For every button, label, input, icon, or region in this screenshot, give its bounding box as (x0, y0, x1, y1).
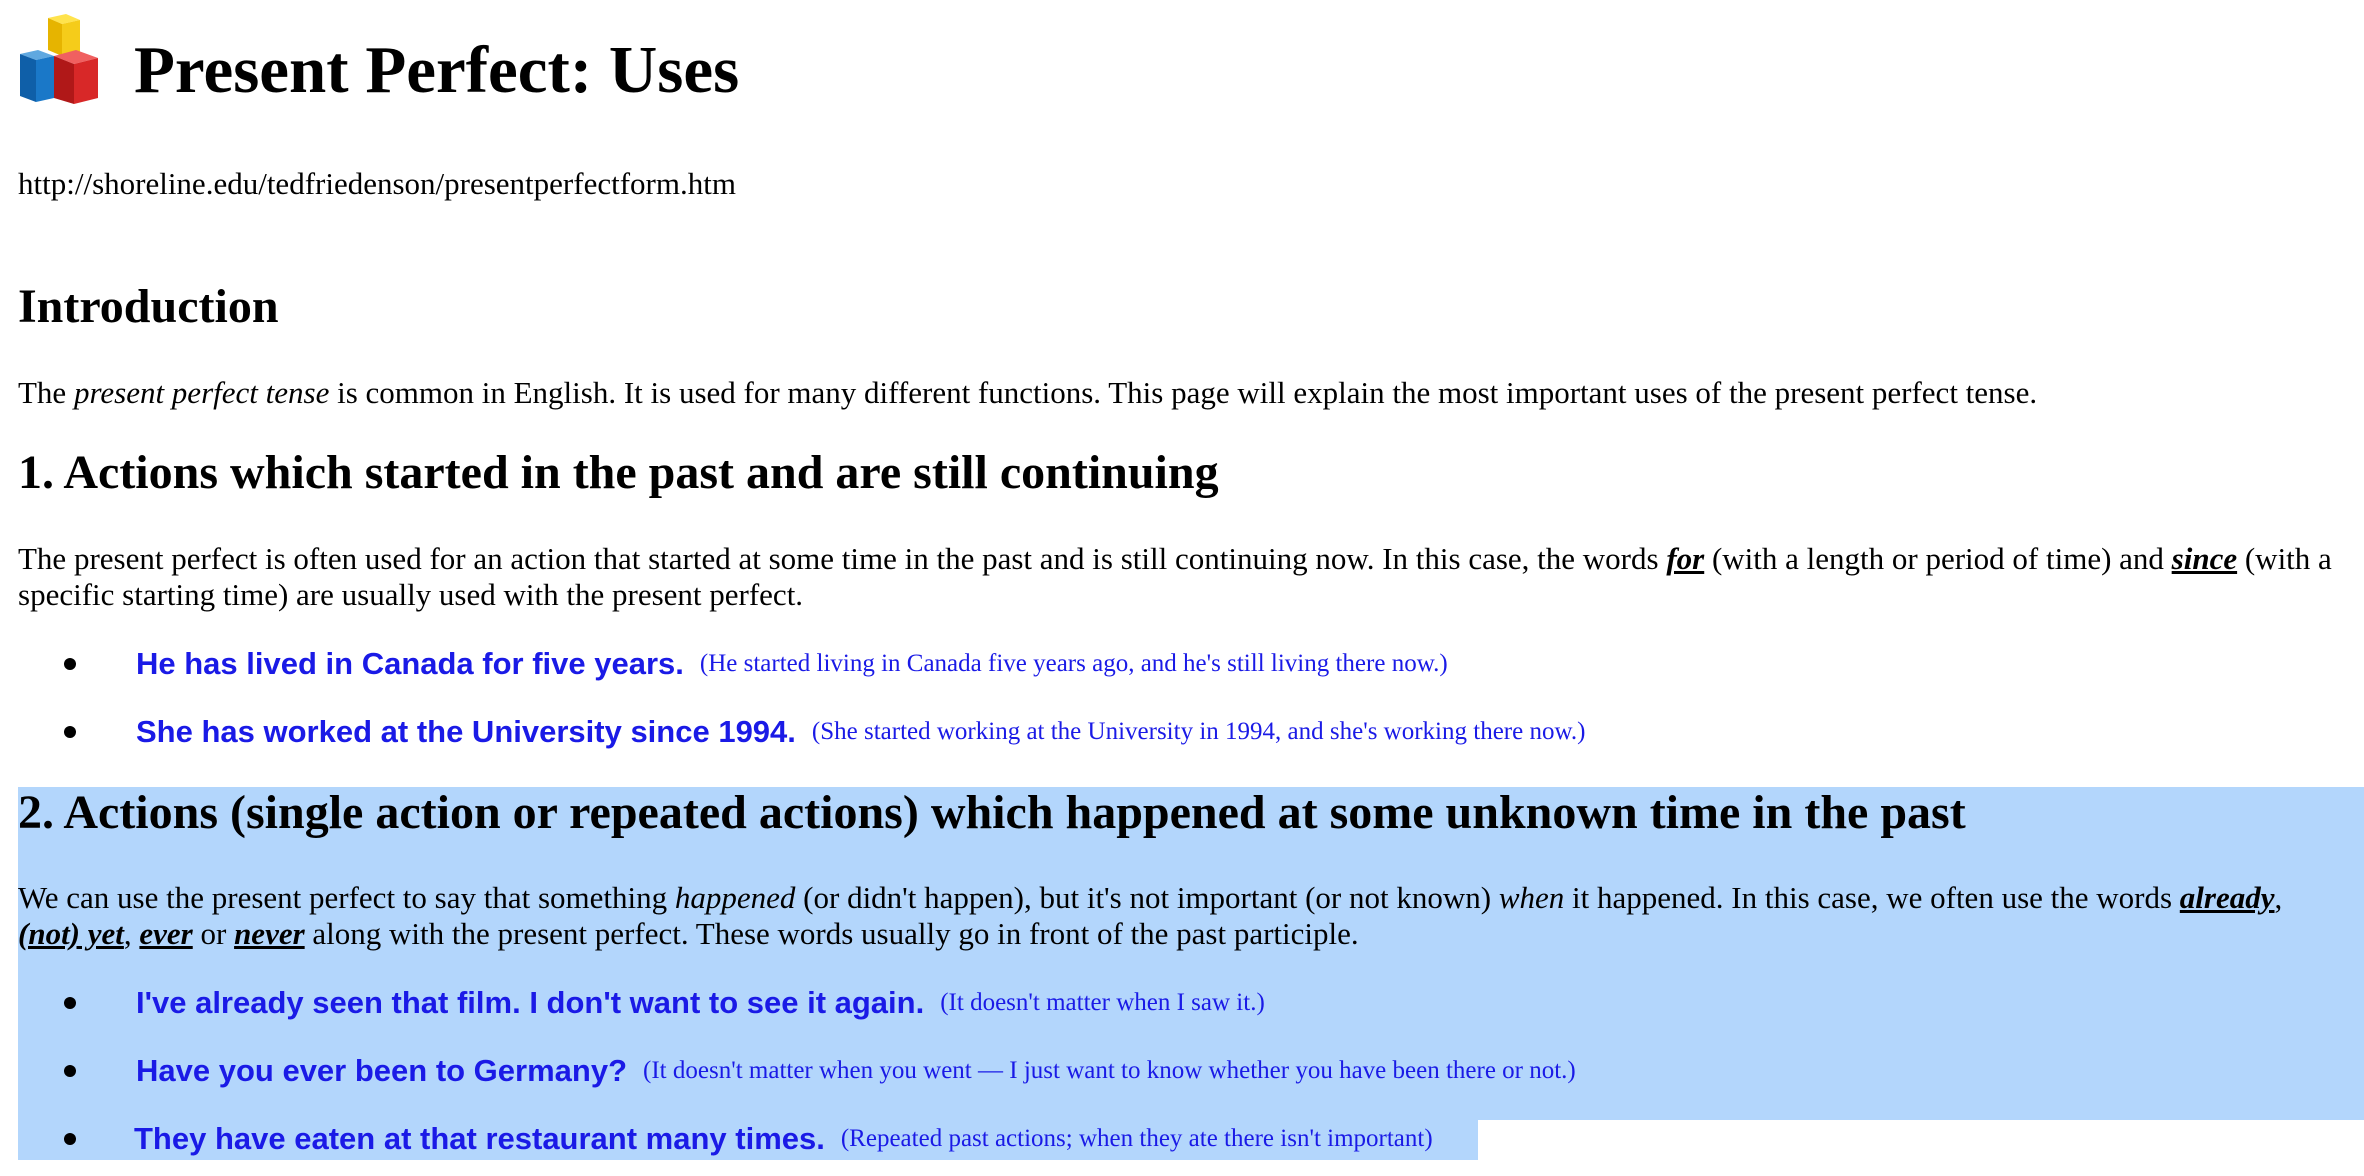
keyword-already: already (2179, 880, 2275, 915)
keyword-ever: ever (139, 916, 193, 951)
bullet-icon (64, 726, 76, 738)
term-present-perfect-tense: present perfect tense (73, 375, 330, 410)
bullet-icon (64, 1133, 76, 1145)
section2-paragraph: We can use the present perfect to say that something happened (or didn't happen), but it's not important (or not known) when it happened. In this case, we often use the words already, (not) yet, ever or never along with the present perfect. These words usually go in front of the past participle. (18, 880, 2283, 951)
example-sentence: Have you ever been to Germany? (136, 1053, 628, 1088)
bullet-icon (64, 997, 76, 1009)
section1-heading: 1. Actions which started in the past and are still continuing (18, 446, 1219, 499)
example-sentence: She has worked at the University since 1994. (136, 714, 796, 749)
example-note: (Repeated past actions; when they ate there isn't important) (840, 1125, 1433, 1152)
example-sentence: I've already seen that film. I don't want to see it again. (136, 985, 925, 1020)
example-sentence: He has lived in Canada for five years. (136, 646, 684, 681)
intro-heading: Introduction (18, 280, 279, 333)
list-item (18, 981, 2346, 1025)
keyword-never: never (234, 916, 305, 951)
example-note: (It doesn't matter when I saw it.) (940, 989, 1265, 1016)
keyword-not-yet: (not) yet (18, 916, 124, 951)
list-item (18, 1049, 2346, 1093)
keyword-since: since (2171, 541, 2238, 576)
page-title: Present Perfect: Uses (134, 33, 740, 107)
bullet-icon (64, 1065, 76, 1077)
section2-heading: 2. Actions (single action or repeated actions) which happened at some unknown time in the past (18, 786, 1966, 839)
list-item (18, 1117, 2346, 1161)
example-note: (It doesn't matter when you went — I just want to know whether you have been there or not.) (643, 1057, 1576, 1084)
intro-paragraph: The present perfect tense is common in English. It is used for many different functions. This page will explain the most important uses of the present perfect tense. (18, 375, 2038, 410)
toy-blocks-icon (18, 14, 114, 106)
source-url: http://shoreline.edu/tedfriedenson/presentperfectform.htm (18, 166, 736, 201)
example-note: (She started working at the University in 1994, and she's working there now.) (811, 718, 1586, 745)
example-sentence: They have eaten at that restaurant many times. (134, 1121, 825, 1156)
keyword-for: for (1666, 541, 1705, 576)
section1-paragraph: The present perfect is often used for an action that started at some time in the past and is still continuing now. In this case, the words for (with a length or period of time) and since (with a specific starting time) are usually used with the present perfect. (18, 541, 2332, 612)
list-item (18, 710, 2346, 754)
page-header (18, 14, 739, 106)
bullet-icon (64, 658, 76, 670)
example-note: (He started living in Canada five years ago, and he's still living there now.) (699, 650, 1448, 677)
list-item (18, 642, 2346, 686)
